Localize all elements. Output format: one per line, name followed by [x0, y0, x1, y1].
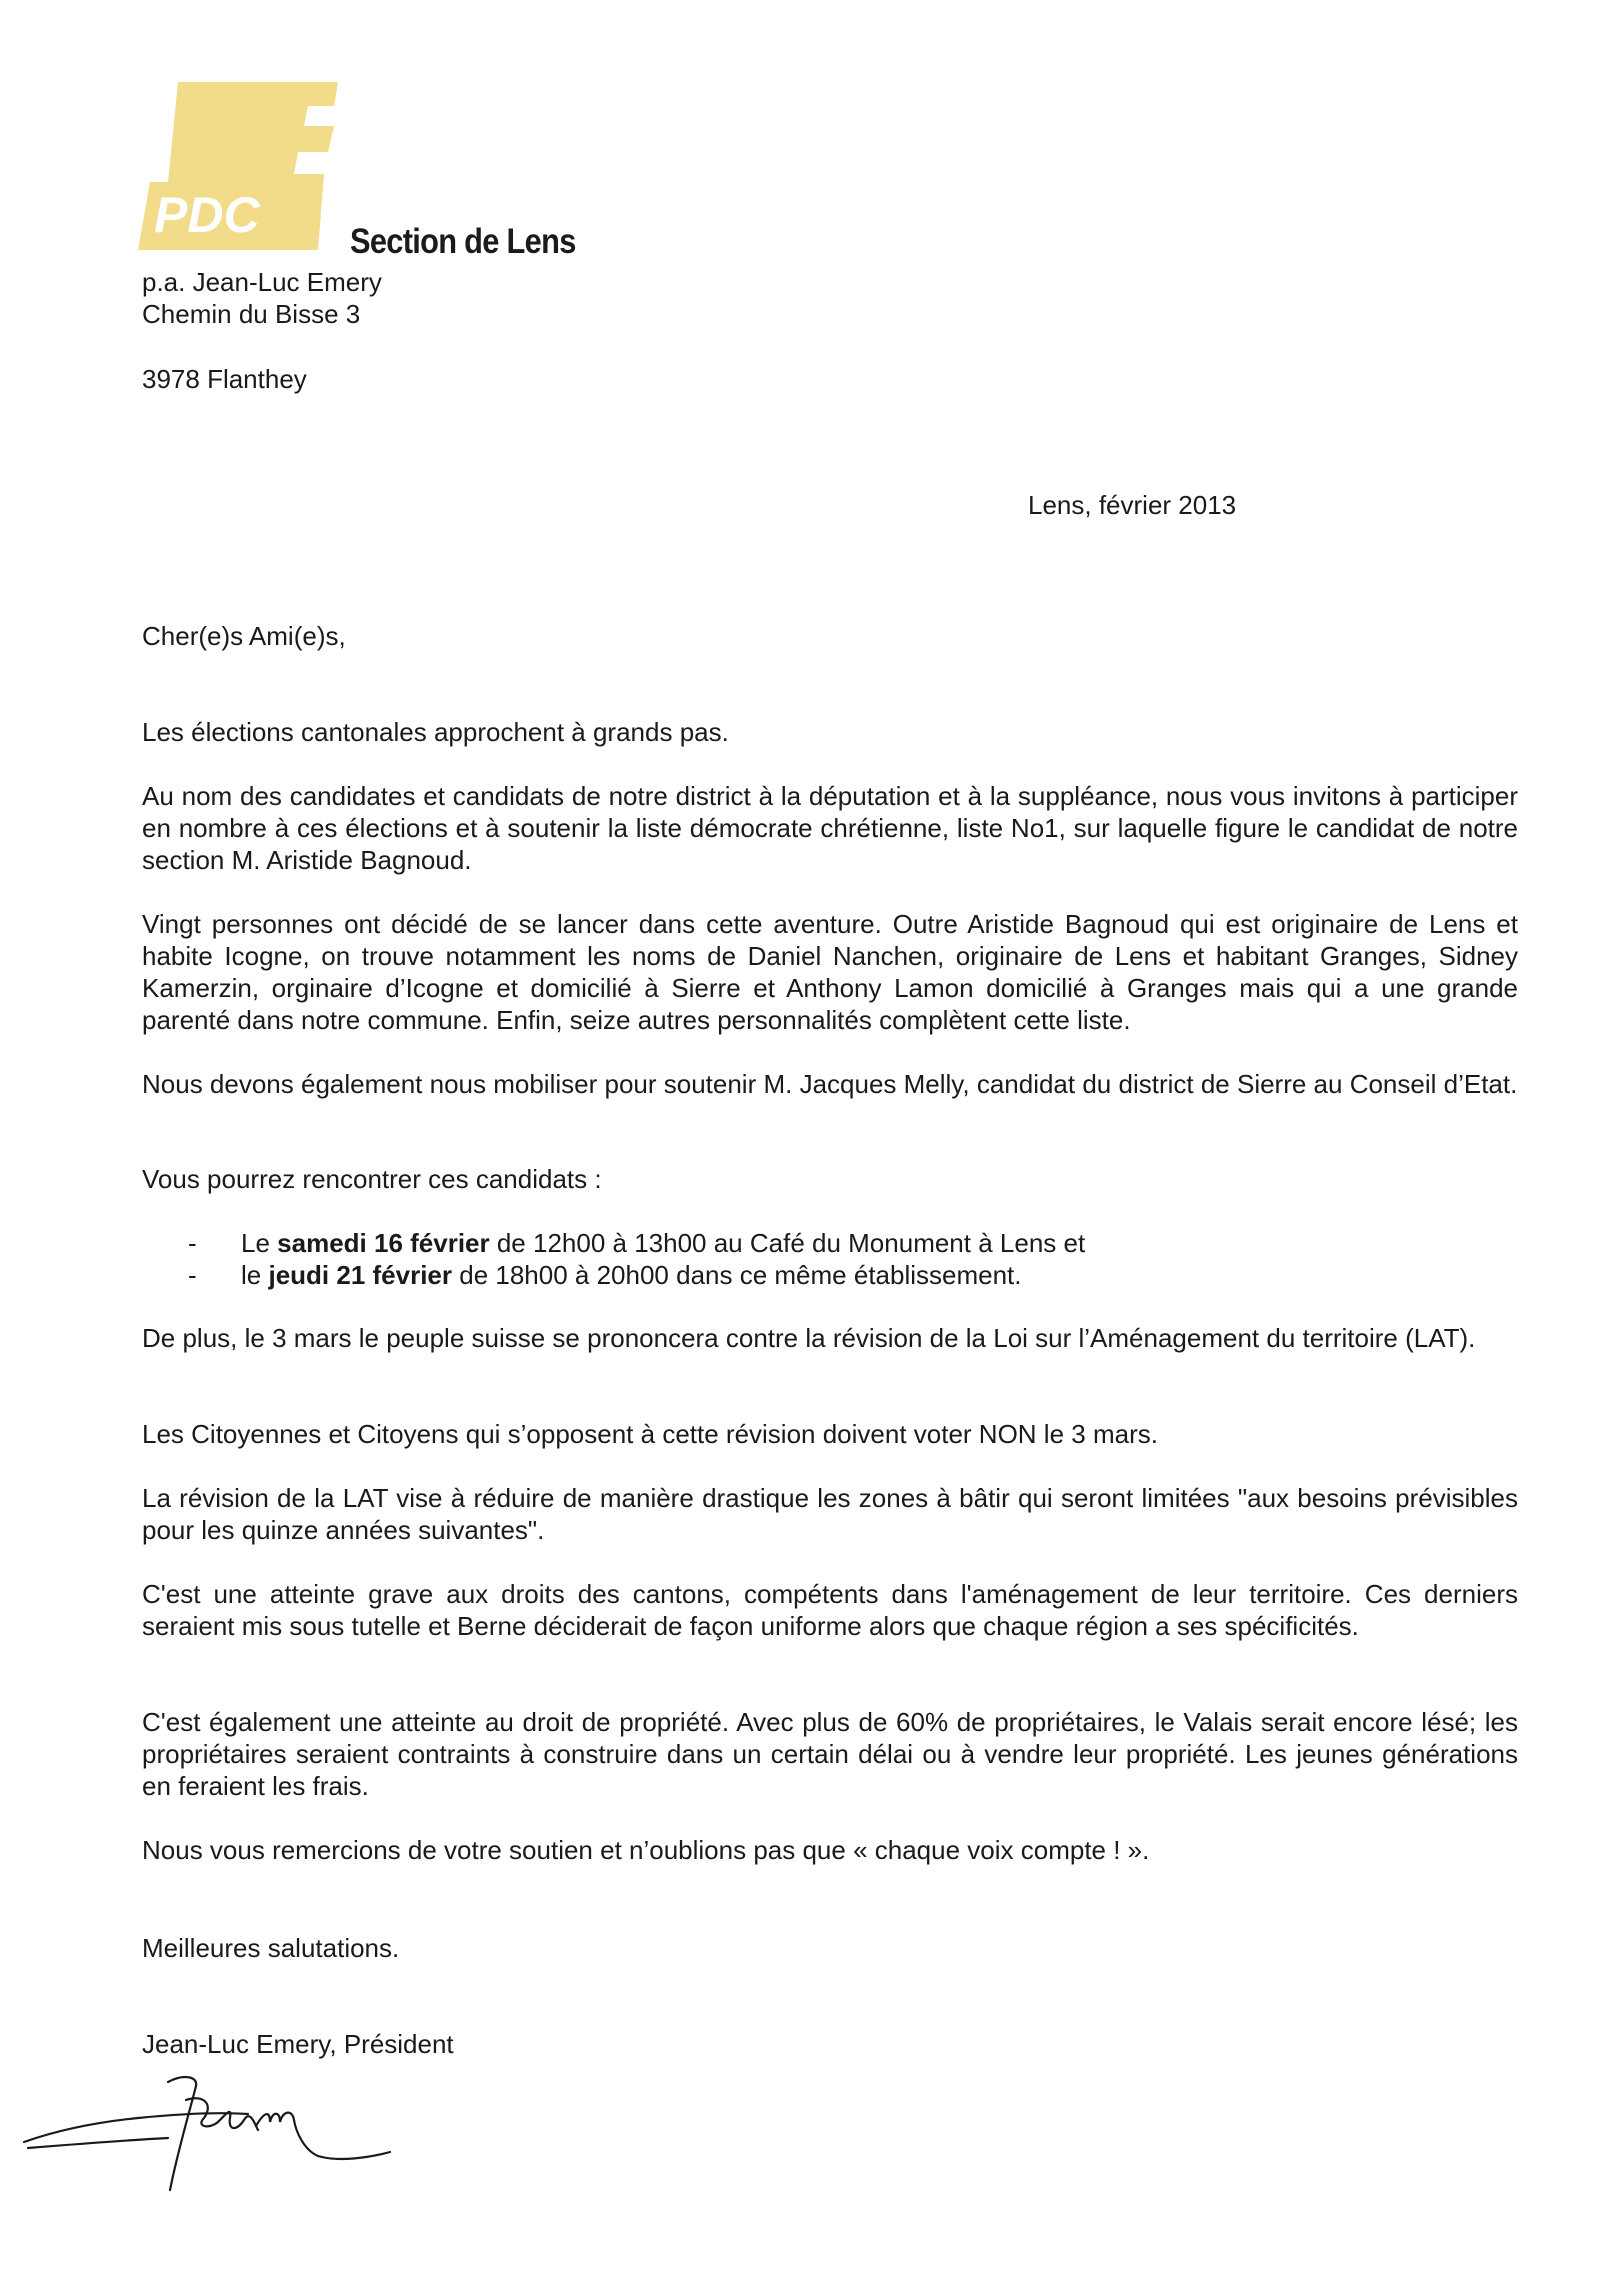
salutation: Cher(e)s Ami(e)s,: [142, 621, 346, 651]
address-line-1: p.a. Jean-Luc Emery: [142, 267, 382, 297]
paragraph-2: Au nom des candidates et candidats de notre district à la députation et à la suppléance, nous vous invitons à participer en nombre à ces élections et à soutenir la liste démocrate chrétienne, liste No1, sur laquelle figure le candidat de notre section M. Aristide Bagnoud.: [142, 781, 1518, 875]
paragraph-8: La révision de la LAT vise à réduire de manière drastique les zones à bâtir qui seront limitées "aux besoins prévisibles pour les quinze années suivantes".: [142, 1483, 1518, 1545]
paragraph-5: Vous pourrez rencontrer ces candidats :: [142, 1164, 602, 1194]
event-text: Le samedi 16 février de 12h00 à 13h00 au Café du Monument à Lens et: [241, 1228, 1086, 1258]
paragraph-4: Nous devons également nous mobiliser pour soutenir M. Jacques Melly, candidat du district de Sierre au Conseil d’Etat.: [142, 1069, 1518, 1099]
section-title: Section de Lens: [350, 222, 576, 261]
event-date: samedi 16 février: [277, 1228, 490, 1258]
paragraph-7: Les Citoyennes et Citoyens qui s’opposent à cette révision doivent voter NON le 3 mars.: [142, 1419, 1158, 1449]
pdc-logo: [138, 82, 348, 250]
paragraph-9: C'est une atteinte grave aux droits des cantons, compétents dans l'aménagement de leur territoire. Ces derniers seraient mis sous tutelle et Berne déciderait de façon uniforme alors que chaque région a ses spécificités.: [142, 1579, 1518, 1641]
bullet-dash: -: [188, 1228, 197, 1258]
signatory: Jean-Luc Emery, Président: [142, 2029, 454, 2059]
logo-text: PDC: [154, 187, 260, 243]
paragraph-10: C'est également une atteinte au droit de propriété. Avec plus de 60% de propriétaires, le Valais serait encore lésé; les propriétaires seraient contraints à construire dans un certain délai ou à vendre leur propriété. Les jeunes générations en feraient les frais.: [142, 1707, 1518, 1801]
address-line-3: 3978 Flanthey: [142, 364, 307, 394]
paragraph-6: De plus, le 3 mars le peuple suisse se prononcera contre la révision de la Loi sur l’Aménagement du territoire (LAT).: [142, 1323, 1476, 1353]
event-date: jeudi 21 février: [268, 1260, 453, 1290]
date-line: Lens, février 2013: [1028, 490, 1237, 520]
handwritten-signature: [18, 2060, 398, 2200]
event-text: le jeudi 21 février de 18h00 à 20h00 dans ce même établissement.: [241, 1260, 1022, 1290]
bullet-dash: -: [188, 1260, 197, 1290]
paragraph-3: Vingt personnes ont décidé de se lancer dans cette aventure. Outre Aristide Bagnoud qui est originaire de Lens et habite Icogne, on trouve notamment les noms de Daniel Nanchen, originaire de Lens et habitant Granges, Sidney Kamerzin, orginaire d’Icogne et domicilié à Sierre et Anthony Lamon domicilié à Granges mais qui a une grande parenté dans notre commune. Enfin, seize autres personnalités complètent cette liste.: [142, 909, 1518, 1035]
address-line-2: Chemin du Bisse 3: [142, 299, 361, 329]
closing: Meilleures salutations.: [142, 1933, 400, 1963]
paragraph-11: Nous vous remercions de votre soutien et n’oublions pas que « chaque voix compte ! ».: [142, 1835, 1150, 1865]
paragraph-1: Les élections cantonales approchent à grands pas.: [142, 717, 729, 747]
